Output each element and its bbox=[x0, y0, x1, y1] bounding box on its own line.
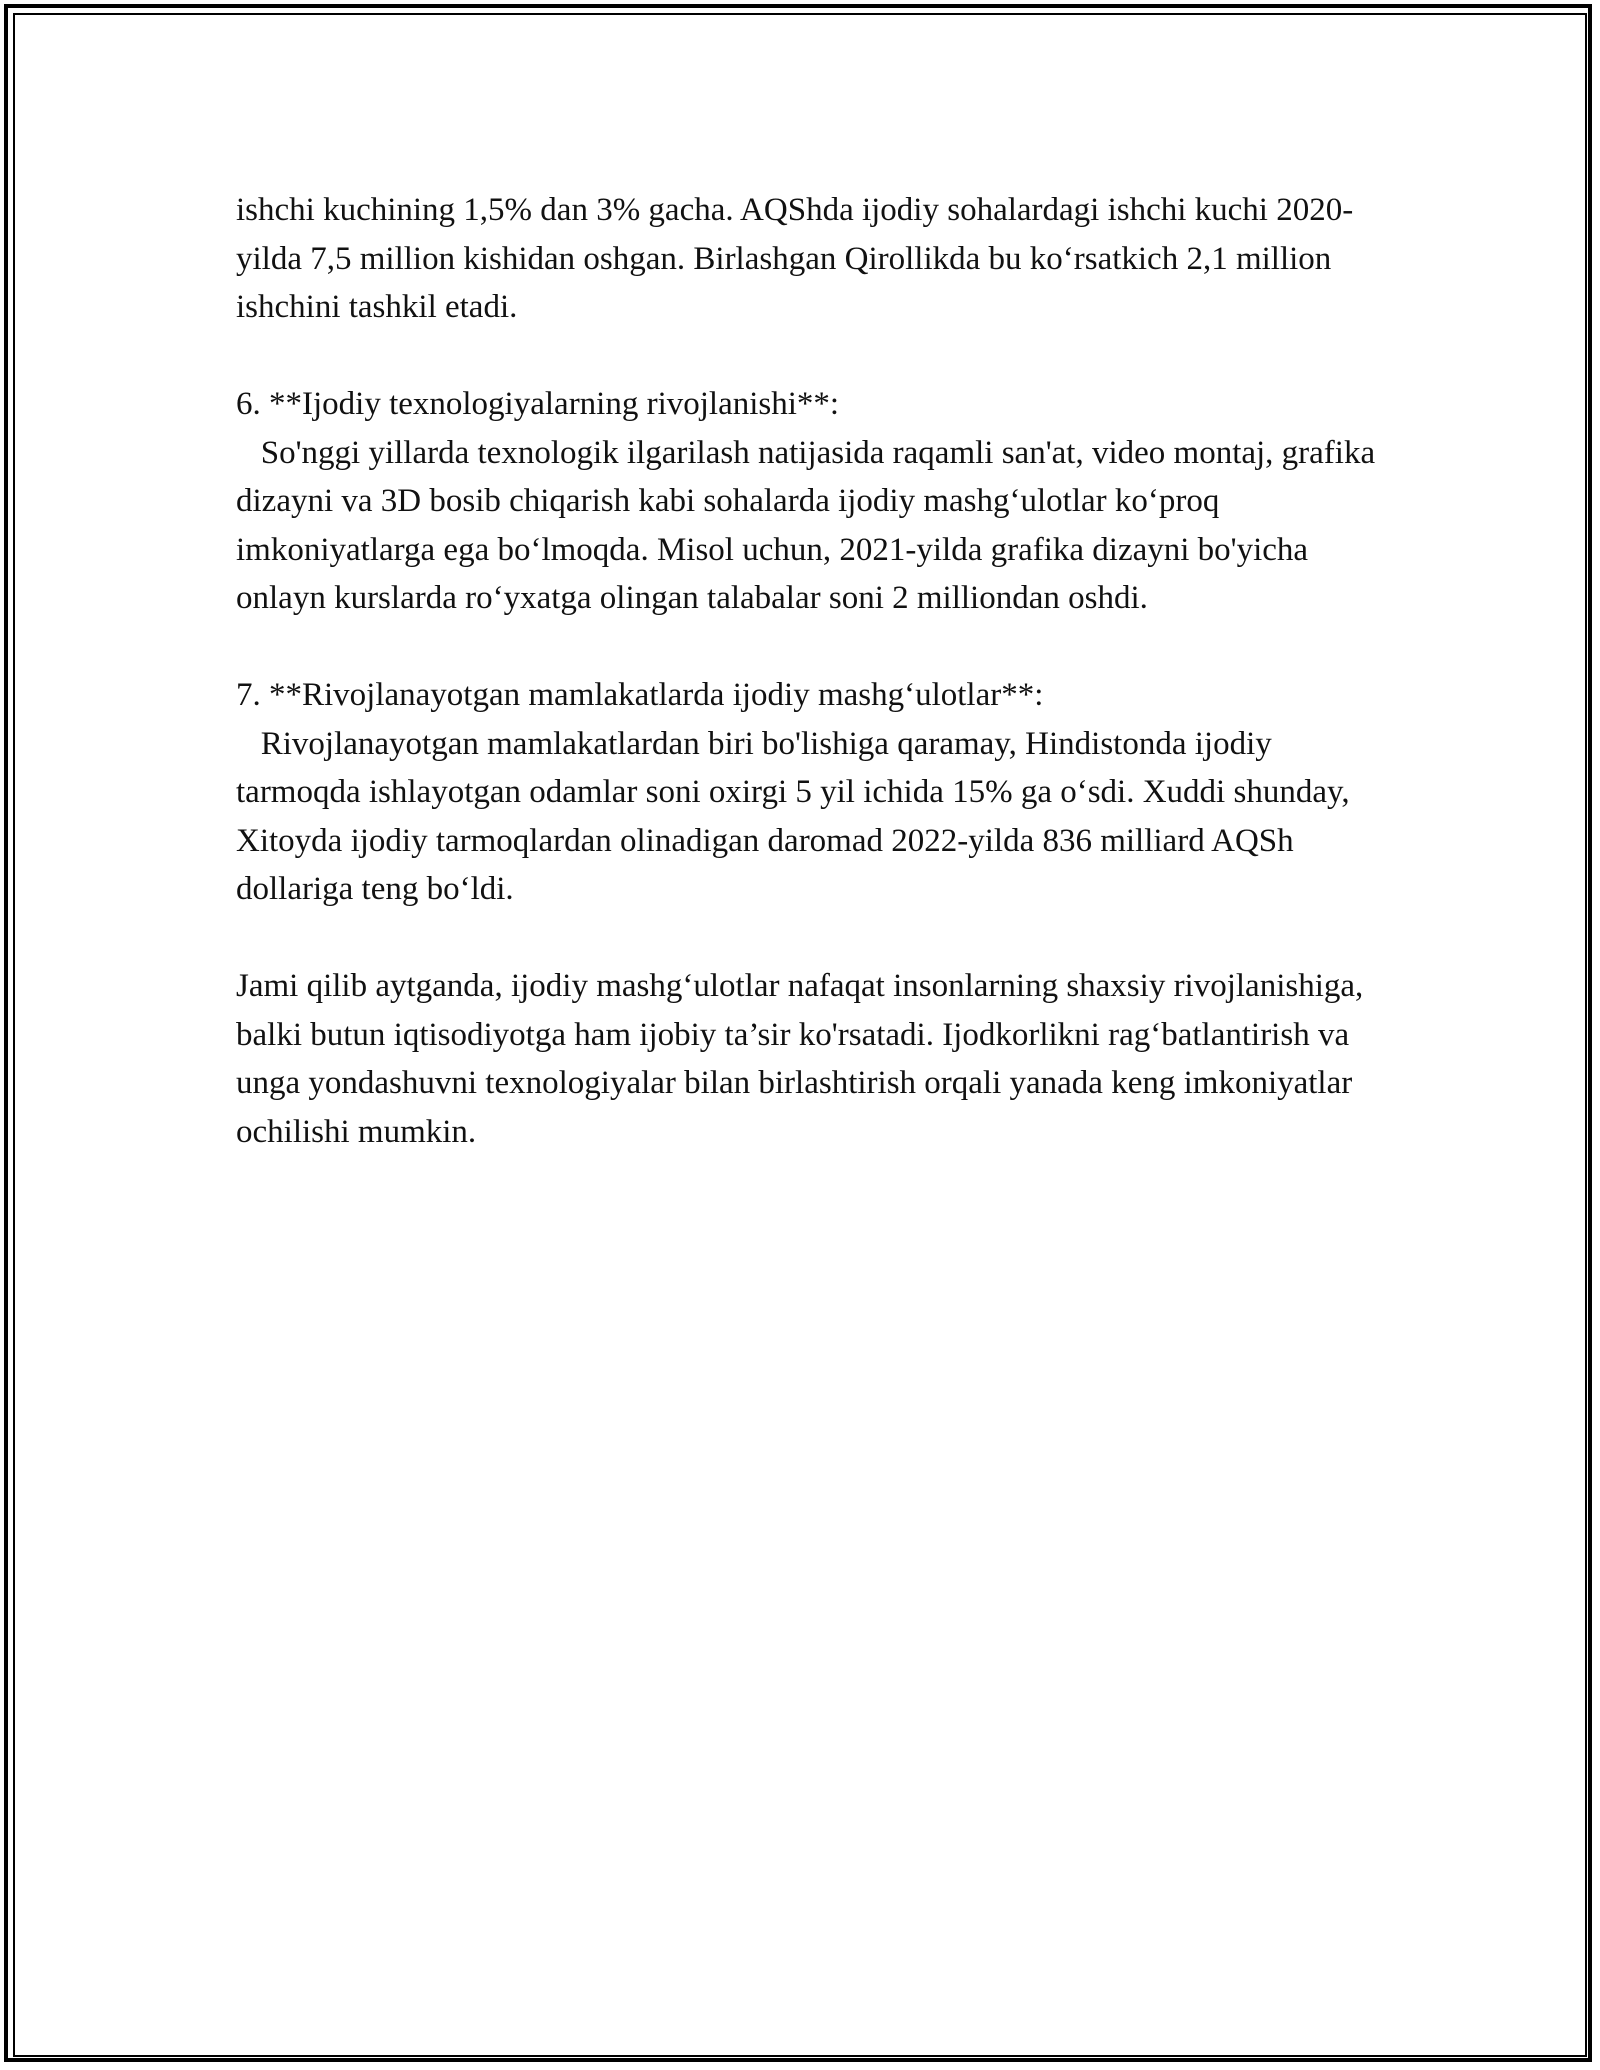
document-body bbox=[236, 186, 1384, 1156]
section-7-body: Rivojlanayotgan mamlakatlardan biri bo'lishiga qaramay, Hindistonda ijodiy tarmoqda ishlayotgan odamlar soni oxirgi 5 yil ichida 15% ga o‘sdi. Xuddi shunday, Xitoyda ijodiy tarmoqlardan olinadigan daromad 2022-yilda 836 milliard AQSh dollariga teng bo‘ldi. bbox=[236, 725, 1358, 907]
section-6-body: So'nggi yillarda texnologik ilgarilash natijasida raqamli san'at, video montaj, grafika dizayni va 3D bosib chiqarish kabi sohalarda ijodiy mashg‘ulotlar ko‘proq imkoniyatlarga ega bo‘lmoqda. Misol uchun, 2021-yilda grafika dizayni bo'yicha onlayn kurslarda ro‘yxatga olingan talabalar soni 2 milliondan oshdi. bbox=[236, 434, 1384, 616]
paragraph-conclusion: Jami qilib aytganda, ijodiy mashg‘ulotlar nafaqat insonlarning shaxsiy rivojlanishiga, balki butun iqtisodiyotga ham ijobiy ta’sir ko'rsatadi. Ijodkorlikni rag‘batlantirish va unga yondashuvni texnologiyalar bilan birlashtirish orqali yanada keng imkoniyatlar ochilishi mumkin. bbox=[236, 968, 1372, 1150]
section-6 bbox=[236, 380, 1384, 623]
section-7 bbox=[236, 671, 1376, 914]
section-7-heading: 7. **Rivojlanayotgan mamlakatlarda ijodiy mashg‘ulotlar**: bbox=[236, 677, 1044, 713]
section-6-heading: 6. **Ijodiy texnologiyalarning rivojlanishi**: bbox=[236, 386, 840, 422]
paragraph-workforce: ishchi kuchining 1,5% dan 3% gacha. AQShda ijodiy sohalardagi ishchi kuchi 2020-yilda 7,5 million kishidan oshgan. Birlashgan Qirollikda bu ko‘rsatkich 2,1 million ishchini tashkil etadi. bbox=[236, 192, 1354, 325]
